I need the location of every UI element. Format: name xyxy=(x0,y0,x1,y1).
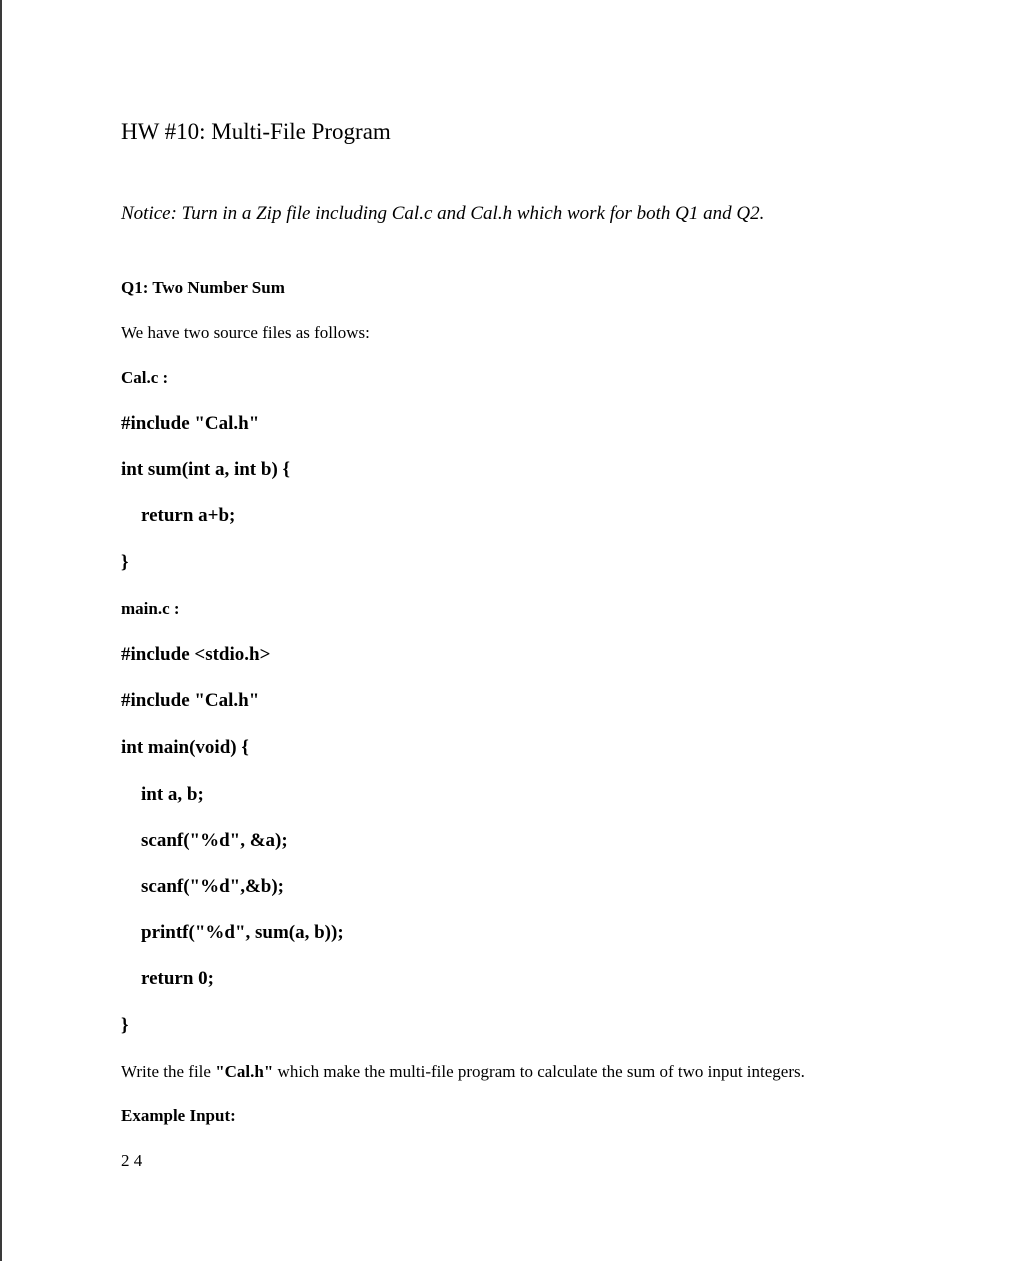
example-input-label: Example Input: xyxy=(121,1106,236,1125)
page-title: HW #10: Multi-File Program xyxy=(121,119,391,144)
code-line: } xyxy=(121,1015,129,1036)
notice-text: Notice: Turn in a Zip file including Cal.c and Cal.h which work for both Q1 and Q2. xyxy=(121,203,765,224)
code-line: return a+b; xyxy=(141,505,236,526)
code-line: scanf("%d",&b); xyxy=(141,876,285,897)
q1-heading: Q1: Two Number Sum xyxy=(121,278,285,297)
instruction-filename: "Cal.h" xyxy=(215,1062,274,1081)
code-line: return 0; xyxy=(141,968,214,989)
cal-c-label: Cal.c : xyxy=(121,368,169,387)
instruction-prefix: Write the file xyxy=(121,1062,216,1081)
q1-instruction xyxy=(121,1063,805,1080)
code-line: int a, b; xyxy=(141,784,204,805)
page-left-edge xyxy=(0,0,2,1261)
q1-intro: We have two source files as follows: xyxy=(121,323,370,342)
code-line: scanf("%d", &a); xyxy=(141,830,288,851)
code-line: printf("%d", sum(a, b)); xyxy=(141,922,344,943)
code-line: int main(void) { xyxy=(121,737,249,758)
code-line: #include <stdio.h> xyxy=(121,644,271,665)
code-line: #include "Cal.h" xyxy=(121,413,260,434)
instruction-suffix: which make the multi-file program to calculate the sum of two input integers. xyxy=(273,1062,805,1081)
example-input-value: 2 4 xyxy=(121,1151,143,1170)
code-line: #include "Cal.h" xyxy=(121,690,260,711)
code-line: int sum(int a, int b) { xyxy=(121,459,291,480)
main-c-label: main.c : xyxy=(121,599,180,618)
code-line: } xyxy=(121,552,129,573)
